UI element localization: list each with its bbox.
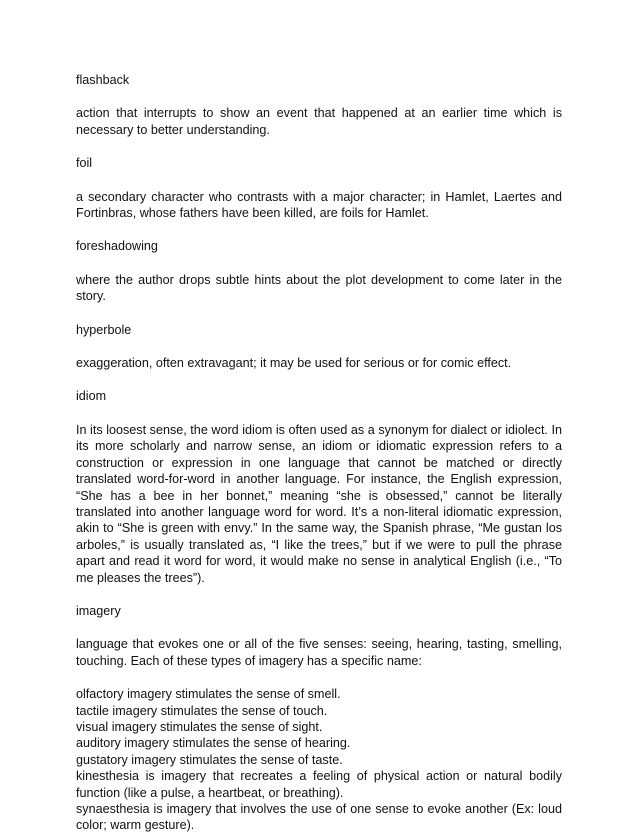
- definition-flashback: action that interrupts to show an event that happened at an earlier time which is necessary to better understanding.: [76, 106, 562, 137]
- term-hyperbole: hyperbole: [76, 322, 132, 337]
- definition-idiom: In its loosest sense, the word idiom is often used as a synonym for dialect or idiolect. In its more scholarly and narrow sense, an idiom or idiomatic expression refers to a construction or expression in one language that cannot be matched or directly translated word-for-word in another language. For instance, the English expression, “She has a bee in her bonnet,” meaning “she is obsessed,” cannot be literally translated into another language word for word. It’s a non-literal idiomatic expression, akin to “She is green with envy.” In the same way, the Spanish phrase, “Me gustan los arboles,” is usually translated as, “I like the trees,” but if we were to pull the phrase apart and read it word for word, it would make no sense in analytical English (i.e., “To me pleases the trees”).: [76, 422, 562, 585]
- document-page: [76, 72, 562, 834]
- imagery-type-tactile: tactile imagery stimulates the sense of touch.: [76, 703, 328, 718]
- imagery-type-gustatory: gustatory imagery stimulates the sense of taste.: [76, 752, 343, 767]
- imagery-type-synaesthesia: synaesthesia is imagery that involves the use of one sense to evoke another (Ex: loud color; warm gesture).: [76, 802, 562, 833]
- definition-foil: a secondary character who contrasts with a major character; in Hamlet, Laertes and Fortinbras, whose fathers have been killed, are foils for Hamlet.: [76, 189, 562, 221]
- imagery-type-kinesthesia: kinesthesia is imagery that recreates a feeling of physical action or natural bodily function (like a pulse, a heartbeat, or breathing).: [76, 769, 562, 800]
- term-foil: foil: [76, 156, 93, 171]
- imagery-type-auditory: auditory imagery stimulates the sense of hearing.: [76, 736, 351, 751]
- imagery-type-visual: visual imagery stimulates the sense of sight.: [76, 719, 323, 734]
- term-imagery: imagery: [76, 603, 121, 618]
- definition-foreshadowing: where the author drops subtle hints about the plot development to come later in the story.: [76, 272, 562, 304]
- imagery-type-olfactory: olfactory imagery stimulates the sense of smell.: [76, 687, 341, 702]
- term-foreshadowing: foreshadowing: [76, 239, 158, 254]
- imagery-types-list: [76, 686, 562, 834]
- term-flashback: flashback: [76, 73, 130, 87]
- definition-imagery: language that evokes one or all of the five senses: seeing, hearing, tasting, smelling, touching. Each of these types of imagery has a specific name:: [76, 637, 562, 668]
- definition-hyperbole: exaggeration, often extravagant; it may be used for serious or for comic effect.: [76, 356, 512, 371]
- term-idiom: idiom: [76, 389, 107, 404]
